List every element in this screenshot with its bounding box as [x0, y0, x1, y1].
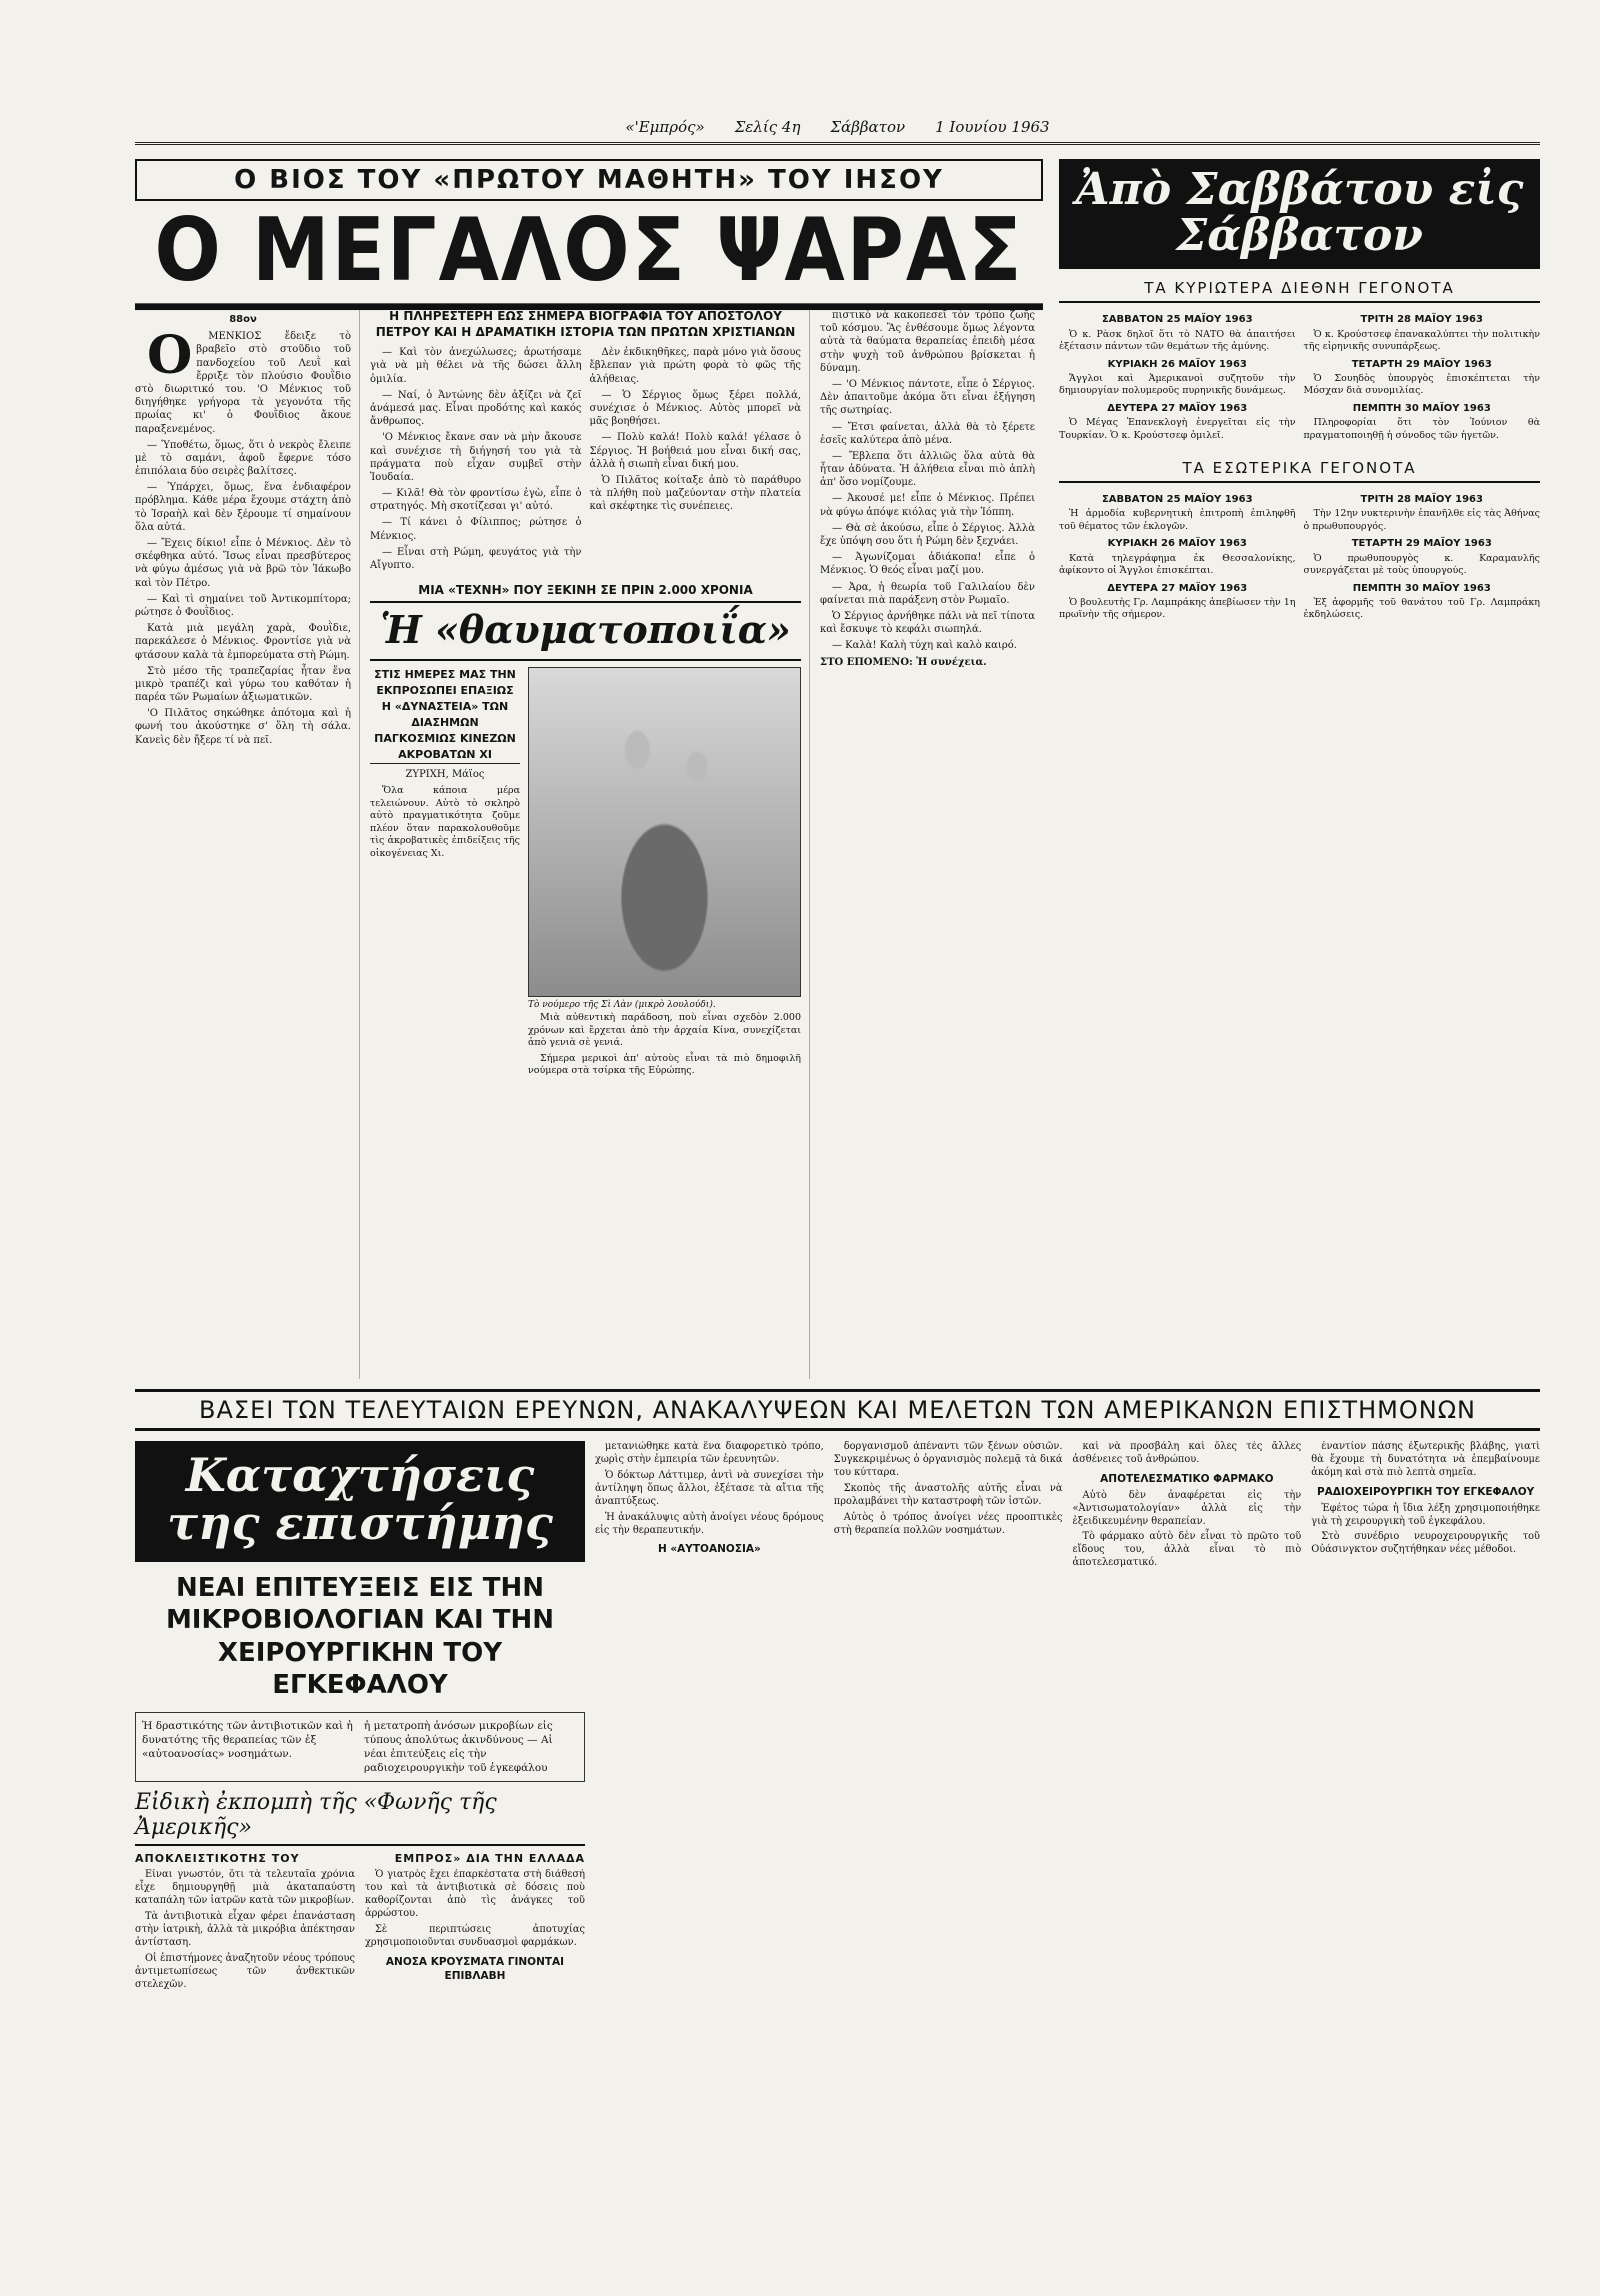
science-lead [135, 1441, 585, 2131]
paragraph: Τὸ φάρμακο αὐτὸ δὲν εἶναι τὸ πρῶτο τοῦ εἴδους του, ἀλλὰ εἶναι τὸ πιὸ ἀποτελεσματικό. [1072, 1531, 1302, 1569]
paragraph: — Ἔτσι φαίνεται, ἀλλὰ θὰ τὸ ξέρετε ἐσεῖς καλύτερα ἀπὸ μένα. [820, 421, 1035, 446]
paragraph: Ὁ γιατρὸς ἔχει ἐπαρκέστατα στὴ διάθεσή του καὶ τὰ ἀντιβιοτικὰ σὲ δόσεις ποὺ καθορίζονται ἀπὸ τὶς ἀνάγκες τοῦ ἀρρώστου. [365, 1869, 585, 1920]
lead-story [135, 159, 1043, 1379]
paragraph: — Πολὺ καλά! Πολὺ καλά! γέλασε ὁ Σέργιος. Ἡ βοήθειά μου εἶναι δική σας, ἀλλὰ ἡ σιωπὴ εἶναι δική μου. [589, 432, 801, 470]
paragraph: Ἐφέτος τώρα ἡ ἴδια λέξη χρησιμοποιήθηκε γιὰ τὴ χειρουργικὴ τοῦ ἐγκεφάλου. [1311, 1502, 1540, 1527]
day-summary: Πληροφορίαι ὅτι τὸν Ἰούνιον θὰ πραγματοποιηθῇ ἡ σύνοδος τῶν ἡγετῶν. [1303, 417, 1540, 441]
review-column [1304, 309, 1541, 445]
science-headline: ΝΕΑΙ ΕΠΙΤΕΥΞΕΙΣ ΕΙΣ ΤΗΝ ΜΙΚΡΟΒΙΟΛΟΓΙΑΝ ΚΑΙ ΤΗΝ ΧΕΙΡΟΥΡΓΙΚΗΝ ΤΟΥ ΕΓΚΕΦΑΛΟΥ [165, 1572, 555, 1701]
day-heading: ΠΕΜΠΤΗ 30 ΜΑΪΟΥ 1963 [1352, 402, 1491, 414]
paragraph: Σήμερα μερικοὶ ἀπ' αὐτοὺς εἶναι τὰ πιὸ δημοφιλῆ νούμερα στὰ τσίρκα τῆς Εὐρώπης. [528, 1052, 801, 1077]
day-summary: Ὁ κ. Ρὰσκ δηλοῖ ὅτι τὸ ΝΑΤΟ θὰ ἀπαιτήσει ἐξέτασιν πάντων τῶν θεμάτων τῆς ἀμύνης. [1059, 328, 1296, 353]
paragraph: — Ὑποθέτω, ὅμως, ὅτι ὁ νεκρὸς ἔλειπε μὲ τὸ σαμάνι, ἀφοῦ ἔφερνε τόσο ἐπιπόλαια δύο σειρὲς βαλίτσες. [135, 439, 351, 478]
paragraph: Οἱ ἐπιστήμονες ἀναζητοῦν νέους τρόπους ἀντιμετωπίσεως τῶν ἀνθεκτικῶν στελεχῶν. [135, 1952, 355, 1990]
summary-left: Ἡ δραστικότης τῶν ἀντιβιοτικῶν καὶ ἡ δυνατότης τῆς θεραπείας τῶν ἐξ «αὐτοανοσίας» νοσημάτων. [142, 1719, 353, 1760]
lead-column-3 [820, 309, 1043, 1379]
paragraph: Στὸ μέσο τῆς τραπεζαρίας ἦταν ἕνα μικρὸ τραπέζι καὶ γύρω του καθόταν ἡ παρέα τῶν Ρωμαίων ἀξιωματικῶν. [135, 665, 351, 704]
exclusive-right: ΕΜΠΡΟΣ» ΔΙΑ ΤΗΝ ΕΛΛΑΔΑ [394, 1852, 585, 1866]
review-column [1059, 309, 1296, 445]
paragraph: Δὲν ἐκδικηθῆκες, παρὰ μόνο γιὰ ὅσους ἔβλεπαν γιὰ πρώτη φορὰ τὸ φῶς τῆς ἀλήθειας. [589, 347, 801, 385]
intl-title: ΤΑ ΚΥΡΙΩΤΕΡΑ ΔΙΕΘΝΗ ΓΕΓΟΝΟΤΑ [1059, 275, 1540, 303]
day-summary: Ἡ ἀρμοδία κυβερνητικὴ ἐπιτροπὴ ἐπιληφθῆ τοῦ θέματος τῶν ἐκλογῶν. [1059, 508, 1296, 532]
issue-date: 1 Ιουνίου 1963 [935, 118, 1050, 136]
paragraph: Ὅλα κάποια μέρα τελειώνουν. Αὐτὸ τὸ σκληρὸ αὐτὸ πραγματικότητα ζοῦμε πλέον ὅταν παρακολουθοῦμε τὶς ἀκροβατικὲς ἐπιδείξεις τῆς οἰκογένειας Χι. [370, 784, 520, 859]
day-heading: ΚΥΡΙΑΚΗ 26 ΜΑΪΟΥ 1963 [1107, 538, 1247, 550]
paragraph: — Εἶναι στὴ Ρώμη, φευγάτος γιὰ τὴν Αἴγυπτο. [370, 546, 582, 571]
paragraph: — Κιλᾶ! Θὰ τὸν φροντίσω ἐγὼ, εἶπε ὁ στρατηγός. Μὴ σκοτίζεσαι γι' αὐτό. [370, 488, 582, 513]
weekly-title: Ἀπὸ Σαββάτου εἰς Σάββατον [1059, 159, 1540, 269]
day-summary: Ὁ βουλευτὴς Γρ. Λαμπράκης ἀπεβίωσεν τὴν 1η πρωϊνὴν τῆς σήμερον. [1059, 596, 1296, 621]
day-summary: Ὁ Σουηδὸς ὑπουργὸς ἐπισκέπτεται τὴν Μόσχαν διὰ συνομιλίας. [1303, 372, 1540, 397]
science-summary-box [135, 1712, 585, 1783]
paragraph: Αὐτὸ δὲν ἀναφέρεται εἰς τὴν «Ἀντισωματολογίαν» ἀλλὰ εἰς τὴν ἐξειδικευμένην θεραπείαν. [1072, 1489, 1302, 1527]
science-column-a [135, 1869, 355, 2131]
inset-title: Ἡ «θαυματοποιΐα» [370, 601, 801, 661]
day-summary: Ἄγγλοι καὶ Ἀμερικανοὶ συζητοῦν τὴν δημιουργίαν πολυμεροῦς πυρηνικῆς δυνάμεως. [1059, 372, 1296, 397]
inset-deck: ΣΤΙΣ ΗΜΕΡΕΣ ΜΑΣ ΤΗΝ ΕΚΠΡΟΣΩΠΕΙ ΕΠΑΞΙΩΣ Η «ΔΥΝΑΣΤΕΙΑ» ΤΩΝ ΔΙΑΣΗΜΩΝ ΠΑΓΚΟΣΜΙΩΣ ΚΙΝΕΖΩΝ ΑΚΡΟΒΑΤΩΝ ΧΙ [370, 667, 520, 764]
science-logo: Καταχτήσεις της επιστήμης [135, 1441, 585, 1562]
episode-number: 88ον [229, 314, 257, 325]
paragraph: δοργανισμοῦ ἀπέναντι τῶν ξένων οὐσιῶν. Συγκεκριμένως ὁ ὀργανισμὸς πολεμᾷ τὰ δικά του κύτταρα. [833, 1441, 1063, 1478]
lead-column-1 [135, 309, 360, 1379]
paragraph: — Καὶ τὶ σημαίνει τοῦ Ἀντικομπίτορα; ρώτησε ὁ Φουῒδιος. [135, 593, 351, 618]
paragraph: — Ὁ Σέργιος ὅμως ξέρει πολλά, συνέχισε ὁ Μένκιος. Αὐτὸς μπορεῖ νὰ μᾶς βοηθήσει. [589, 389, 801, 428]
lead-column-2 [370, 309, 810, 1379]
paragraph: — Θὰ σὲ ἀκούσω, εἶπε ὁ Σέργιος. Ἀλλὰ ἔχε ὑπόψη σου ὅτι ἡ Ρώμη δὲν ξεχνάει. [820, 522, 1035, 547]
masthead [135, 118, 1540, 145]
day-heading: ΚΥΡΙΑΚΗ 26 ΜΑΪΟΥ 1963 [1107, 358, 1247, 370]
paragraph: — Ἔβλεπα ὅτι ἀλλιῶς ὅλα αὐτὰ θὰ ἦταν ἀδύνατα. Ἡ ἀλήθεια εἶναι πιὸ ἀπλὴ ἀπ' ὅσο νομίζουμε. [820, 450, 1035, 489]
science-column-b [365, 1869, 585, 2131]
paragraph: — Ἀγωνίζομαι ἀδιάκοπα! εἶπε ὁ Μένκιος. Ὁ θεός εἶναι μαζί μου. [820, 552, 1035, 577]
day-heading: ΤΕΤΑΡΤΗ 29 ΜΑΪΟΥ 1963 [1351, 538, 1492, 550]
paragraph: ΜΕΝΚΙΟΣ ἔδειξε τὸ βραβεῖο στὸ στοῦδιο τοῦ πανδοχείου τοῦ Λευῒ καὶ ἔρριξε τὸν πλούσιο Φουῒδιο στὸ διωριτικό του. 'Ο Μένκιος τοῦ διηγήθηκε γρήγορα τὰ γεγονότα τῆς πρωίας κι' ὁ Φουῒδιος ἄκουε παραξενεμένος. [135, 331, 351, 435]
paragraph: — Ἀκουσέ με! εἶπε ὁ Μένκιος. Πρέπει νὰ φύγω ἀπόψε κιόλας γιὰ τὴν Ἰόππη. [820, 493, 1035, 518]
paragraph: Σὲ περιπτώσεις ἀποτυχίας χρησιμοποιοῦνται συνδυασμοὶ φαρμάκων. [365, 1923, 585, 1948]
paragraph: Ἡ ἀνακάλυψις αὐτὴ ἀνοίγει νέους δρόμους εἰς τὴν θεραπευτικήν. [595, 1511, 824, 1536]
summary-right: ἡ μετατροπὴ ἀνόσων μικροβίων εἰς τύπους ἀπολύτως ἀκινδύνους — Αἱ νέαι ἐπιτεύξεις εἰς τὴν ραδιοχειρουργικὴν τοῦ ἐγκεφάλου [364, 1719, 553, 1775]
paragraph: — Ὑπάρχει, ὅμως, ἕνα ἐνδιαφέρον πρόβλημα. Κάθε μέρα ἔχουμε στάχτη ἀπὸ τὸ Ἰσραὴλ καὶ δὲν ξέρουμε τί σημαίνουν ὅλα αὐτά. [135, 482, 351, 533]
inset-article [370, 575, 801, 1081]
paragraph: — Τί κάνει ὁ Φίλιππος; ρώτησε ὁ Μένκιος. [370, 517, 582, 542]
day-summary: Ὁ πρωθυπουργὸς κ. Καραμανλῆς συνεργάζεται μὲ τοὺς ὑπουργούς. [1303, 552, 1540, 577]
paragraph: 'Ο Πιλᾶτος σηκώθηκε ἀπότομα καὶ ἡ φωνή του ἀκούστηκε σ' ὅλη τὴ σάλα. Κανεὶς δὲν ἤξερε τί νὰ πεῖ. [135, 708, 351, 746]
paragraph: Εἶναι γνωστόν, ὅτι τὰ τελευταῖα χρόνια εἶχε δημιουργηθῇ μιὰ ἀκαταπαύστη καταπάλη τῶν ἰατρῶν κατὰ τῶν μικροβίων. [135, 1869, 355, 1907]
day-summary: Ὁ κ. Κρούστσεφ ἐπανακαλύπτει τὴν πολιτικὴν τῆς εἰρηνικῆς συνυπάρξεως. [1303, 328, 1540, 353]
paragraph: Στὸ συνέδριο νευροχειρουργικῆς τοῦ Οὐάσινγκτον συζητήθηκαν νέες μέθοδοι. [1311, 1531, 1540, 1556]
day-heading: ΤΡΙΤΗ 28 ΜΑΪΟΥ 1963 [1360, 494, 1483, 506]
paragraph: Ὁ Πιλᾶτος κοίταξε ἀπὸ τὸ παράθυρο τὰ πλήθη ποὺ μαζεύονταν στὴν πλατεία καὶ σκέφτηκε τὶς συνέπειες. [589, 474, 801, 513]
paper-name: «'Εμπρός» [625, 118, 705, 136]
column-subhead: Η «ΑΥΤΟΑΝΟΣΙΑ» [657, 1543, 761, 1556]
paragraph: πιστικὸ νὰ κακοπεσεῖ τὸν τρόπο ζωῆς τοῦ κόσμου. Ἂς ἐνθέσουμε ὅμως λέγοντα αὐτὰ τὰ θαύματα θεραπείας ἐπειδὴ μέσα στὴν ψυχὴ τοῦ ἀνθρώπου βρίσκεται ἡ δύναμη. [820, 310, 1035, 374]
paragraph: Αὐτὸς ὁ τρόπος ἀνοίγει νέες προοπτικὲς στὴ θεραπεία πολλῶν νοσημάτων. [833, 1511, 1063, 1536]
paragraph: ἐναντίον πάσης ἐξωτερικῆς βλάβης, γιατὶ θὰ ἔχουμε τὴ δυνατότητα νὰ ἐπεμβαίνουμε ἀκόμη καὶ στὰ πιὸ λεπτὰ σημεῖα. [1311, 1441, 1540, 1478]
voa-title: Εἰδικὴ ἐκπομπὴ τῆς «Φωνῆς τῆς Ἀμερικῆς» [135, 1790, 585, 1846]
paragraph: Μιὰ αὐθεντικὴ παράδοση, ποὺ εἶναι σχεδὸν 2.000 χρόνων καὶ ἔρχεται ἀπὸ τὴν ἀρχαία Κίνα, συνεχίζεται ἀπὸ γενιὰ σὲ γενιά. [528, 1012, 801, 1049]
inset-dateline: ΖΥΡΙΧΗ, Μάϊος [405, 768, 485, 780]
domestic-title: ΤΑ ΕΣΩΤΕΡΙΚΑ ΓΕΓΟΝΟΤΑ [1059, 455, 1540, 483]
column-subhead: ΡΑΔΙΟΧΕΙΡΟΥΡΓΙΚΗ ΤΟΥ ΕΓΚΕΦΑΛΟΥ [1316, 1485, 1535, 1498]
photo-caption: Τὸ νούμερο τῆς Σὶ Λὰν (μικρὸ λουλούδι). [528, 1000, 716, 1011]
paragraph: Κατὰ μιὰ μεγάλη χαρὰ, Φουῒδιε, παρεκάλεσε ὁ Μένκιος. Φροντίσε γιὰ νὰ φτάσουν καλὰ τὰ ἐμπορεύματα στὴ Ρώμη. [135, 623, 351, 661]
science-banner: ΒΑΣΕΙ ΤΩΝ ΤΕΛΕΥΤΑΙΩΝ ΕΡΕΥΝΩΝ, ΑΝΑΚΑΛΥΨΕΩΝ ΚΑΙ ΜΕΛΕΤΩΝ ΤΩΝ ΑΜΕΡΙΚΑΝΩΝ ΕΠΙΣΤΗΜΟΝΩΝ [135, 1389, 1540, 1431]
lead-kicker: Ο ΒΙΟΣ ΤΟΥ «ΠΡΩΤΟΥ ΜΑΘΗΤΗ» ΤΟΥ ΙΗΣΟΥ [135, 159, 1043, 201]
paragraph: Σκοπὸς τῆς ἀναστολῆς αὐτῆς εἶναι νὰ προλαμβάνει τὴν καταστροφὴ τῶν ἱστῶν. [833, 1482, 1063, 1507]
science-column-d [834, 1441, 1063, 2131]
day-summary: Ὁ Μέγας Ἐπανεκλογὴ ἐνεργεῖται εἰς τὴν Τουρκίαν. Ὁ κ. Κρούστσεφ ὁμιλεῖ. [1059, 417, 1296, 441]
paragraph: — Καλὰ! Καλὴ τύχη καὶ καλὸ καιρό. [832, 640, 1017, 652]
weekly-review [1059, 159, 1540, 1379]
review-column [1059, 489, 1296, 625]
paragraph: — 'Ο Μένκιος πάντοτε, εἶπε ὁ Σέργιος. Δὲν ἀπαιτοῦμε ἀκόμα ὅτι εἶναι ἐξήγηση τῆς σωτηρίας. [820, 378, 1035, 417]
day-heading: ΣΑΒΒΑΤΟΝ 25 ΜΑΪΟΥ 1963 [1101, 494, 1253, 506]
day-summary: Ἐξ ἀφορμῆς τοῦ θανάτου τοῦ Γρ. Λαμπράκη ἐκδηλώσεις. [1303, 596, 1540, 621]
exclusive-left: ΑΠΟΚΛΕΙΣΤΙΚΟΤΗΣ ΤΟΥ [135, 1852, 300, 1866]
day-heading: ΠΕΜΠΤΗ 30 ΜΑΪΟΥ 1963 [1352, 582, 1491, 594]
page-number: Σελίς 4η [734, 118, 801, 136]
paragraph: — Ναί, ὁ Ἀντώνης δὲν ἀξίζει νὰ ζεῖ ἀνάμεσά μας. Εἶναι προδότης καὶ κακός ἄνθρωπος. [370, 389, 582, 428]
review-column [1304, 489, 1541, 625]
day-summary: Τὴν 12ην νυκτερινὴν ἐπανῆλθε εἰς τὰς Ἀθήνας ὁ πρωθυπουργός. [1303, 508, 1540, 532]
column-subhead: ΑΠΟΤΕΛΕΣΜΑΤΙΚΟ ΦΑΡΜΑΚΟ [1100, 1472, 1274, 1485]
science-column-e [1073, 1441, 1302, 2131]
column-subhead: ΑΝΟΣΑ ΚΡΟΥΣΜΑΤΑ ΓΙΝΟΝΤΑΙ ΕΠΙΒΛΑΒΗ [385, 1955, 565, 1982]
paragraph: — Καὶ τὸν ἀνεχώλωσες; ἀρωτήσαμε γιὰ νὰ μὴ θέλει νὰ τῆς δώσει ἄλλη ὁμιλία. [370, 347, 582, 385]
lead-subhead: Η ΠΛΗΡΕΣΤΕΡΗ ΕΩΣ ΣΗΜΕΡΑ ΒΙΟΓΡΑΦΙΑ ΤΟΥ ΑΠΟΣΤΟΛΟΥ ΠΕΤΡΟΥ ΚΑΙ Η ΔΡΑΜΑΤΙΚΗ ΙΣΤΟΡΙΑ ΤΩΝ ΠΡΩΤΩΝ ΧΡΙΣΤΙΑΝΩΝ [375, 309, 796, 339]
paragraph: 'Ο Μένκιος ἔκανε σαν νὰ μὴν ἄκουσε καὶ συνέχισε τὴ διήγησή του γιὰ τὰ πράγματα ποὺ εἶχαν συμβεῖ στὴν Ἰουδαία. [370, 432, 582, 483]
paragraph: — Ἔχεις δίκιο! εἶπε ὁ Μένκιος. Δὲν τὸ σκέφθηκα αὐτό. Ἴσως εἶναι πρεσβύτερος νὰ φύγω ἀμέσως γιὰ νὰ βρῶ τὸν Ἰάκωβο καὶ τὸν Πέτρο. [135, 538, 351, 589]
paragraph: Τὰ ἀντιβιοτικὰ εἶχαν φέρει ἐπανάσταση στὴν ἰατρικὴ, ἀλλὰ τὰ μικρόβια ἀπέκτησαν ἀντίσταση. [135, 1911, 355, 1948]
paragraph: Ὁ δόκτωρ Λάττιμερ, ἀντὶ νὰ συνεχίσει τὴν ἀντίληψη ὅπως ἄλλοι, ἐξέτασε τὰ αἴτια τῆς ἀναπτύξεως. [595, 1469, 824, 1507]
paragraph: καὶ νὰ προσβάλη καὶ ὅλες τὲς ἄλλες ἀσθένειες τοῦ ἀνθρώπου. [1072, 1441, 1302, 1465]
day-heading: ΤΡΙΤΗ 28 ΜΑΪΟΥ 1963 [1360, 314, 1483, 326]
day-summary: Κατὰ τηλεγράφημα ἐκ Θεσσαλονίκης, ἀφίκοντο οἱ Ἄγγλοι ἐπισκέπται. [1059, 552, 1296, 577]
weekday: Σάββατον [830, 118, 906, 136]
day-heading: ΔΕΥΤΕΡΑ 27 ΜΑΪΟΥ 1963 [1107, 402, 1248, 414]
next-episode: ΣΤΟ ΕΠΟΜΕΝΟ: Ἡ συνέχεια. [820, 656, 987, 668]
acrobat-photo [528, 667, 801, 997]
day-heading: ΣΑΒΒΑΤΟΝ 25 ΜΑΪΟΥ 1963 [1101, 314, 1253, 326]
inset-kicker: ΜΙΑ «ΤΕΧΝΗ» ΠΟΥ ΞΕΚΙΝΗ ΣΕ ΠΡΙΝ 2.000 ΧΡΟΝΙΑ [418, 583, 753, 598]
drop-cap: Ο [147, 325, 193, 387]
paragraph: Ὁ Σέργιος ἀρνήθηκε πάλι νὰ πεῖ τίποτα καὶ ἔσκυψε τὸ κεφάλι σιωπηλά. [820, 610, 1035, 636]
paragraph: μετανιώθηκε κατὰ ἕνα διαφορετικὸ τρόπο, χωρὶς στὴν ἐμπειρία τῶν ἐρευνητῶν. [595, 1441, 824, 1465]
paragraph: — Ἀρα, ἡ θεωρία τοῦ Γαλιλαίου δὲν φαίνεται πιὰ παράξενη στὸν Ρωμαῖο. [820, 581, 1035, 606]
science-column-f [1311, 1441, 1540, 2131]
day-heading: ΔΕΥΤΕΡΑ 27 ΜΑΪΟΥ 1963 [1107, 582, 1248, 594]
science-column-c [595, 1441, 824, 2131]
day-heading: ΤΕΤΑΡΤΗ 29 ΜΑΪΟΥ 1963 [1351, 358, 1492, 370]
lead-headline: Ο ΜΕΓΑΛΟΣ ΨΑΡΑΣ [135, 207, 1043, 310]
